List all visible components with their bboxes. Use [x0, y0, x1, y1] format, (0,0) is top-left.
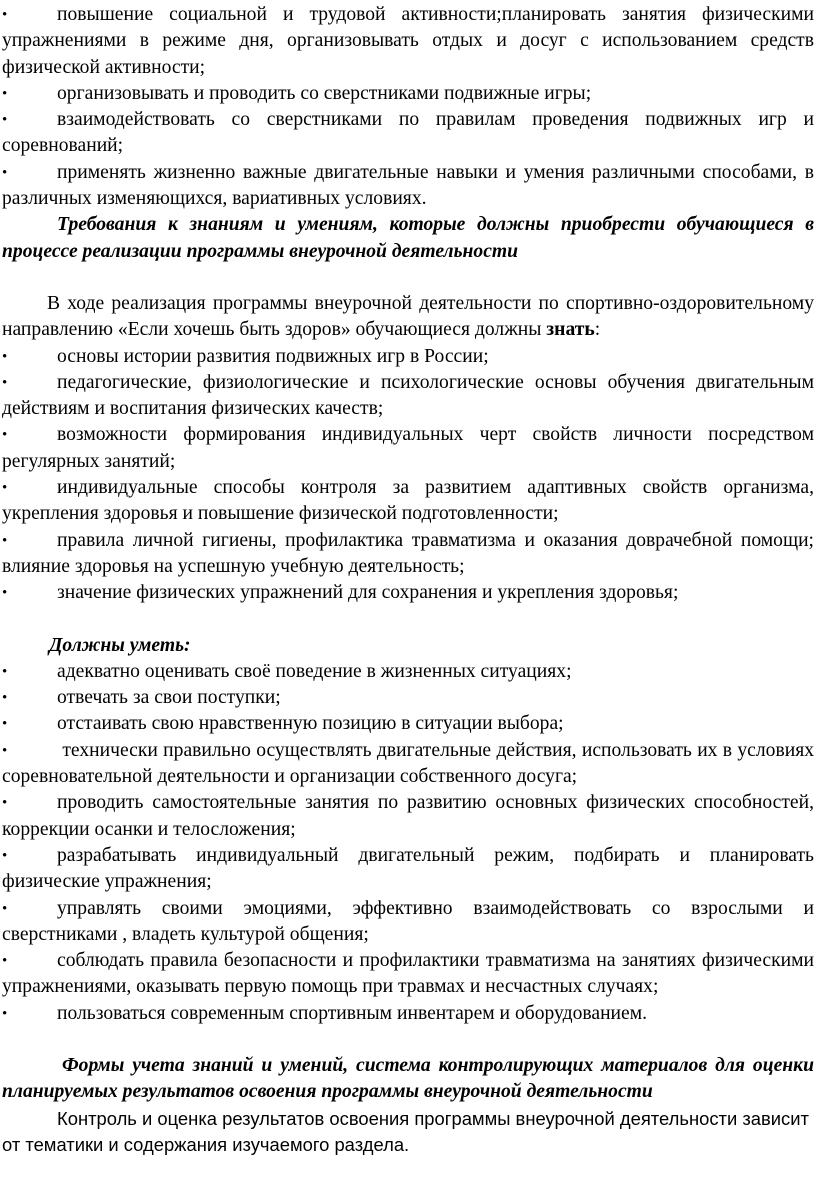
intro-suffix: : — [594, 319, 601, 341]
list-item — [2, 344, 814, 370]
list-item — [2, 843, 814, 896]
list-item-text: отвечать за свои поступки; — [57, 687, 281, 709]
section-heading-requirements: Требования к знаниям и умениям, которые должны приобрести обучающиеся в процессе реализации программы внеурочной деятельности — [2, 214, 814, 262]
list-item — [2, 896, 814, 949]
list-item-text: значение физических упражнений для сохранения и укрепления здоровья; — [57, 582, 679, 604]
list-item — [2, 790, 814, 843]
list-item — [2, 659, 814, 685]
bullet-marker: • — [2, 847, 8, 864]
bullet-marker: • — [2, 7, 8, 23]
intro-text: В ходе реализация программы внеурочной деятельности по спортивно-оздоровительному направлению «Если хочешь быть здоров» обучающиеся должны — [2, 292, 814, 341]
list-item — [2, 160, 814, 213]
bullet-marker: • — [2, 742, 8, 759]
list-item — [2, 81, 814, 107]
list-item — [2, 1001, 814, 1027]
list-item — [2, 580, 814, 606]
bullet-marker: • — [2, 532, 8, 549]
list-general-skills — [2, 2, 814, 212]
bullet-marker: • — [2, 663, 8, 680]
list-item-text: применять жизненно важные двигательные навыки и умения различными способами, в различных изменяющихся, вариативных условиях. — [2, 161, 814, 210]
list-item — [2, 422, 814, 475]
bullet-marker: • — [2, 374, 8, 391]
bullet-marker: • — [2, 85, 8, 102]
list-item-text: технически правильно осуществлять двигательные действия, использовать их в условиях соревновательной деятельности и организации собственного досуга; — [2, 739, 814, 788]
closing-paragraph: Контроль и оценка результатов освоения программы внеурочной деятельности зависит от тематики и содержания изучаемого раздела. — [2, 1107, 809, 1155]
list-item-text: повышение социальной и трудовой активности;планировать занятия физическими упражнениями в режиме дня, организовывать отдых и досуг с использованием средств физической активности; — [2, 4, 814, 78]
list-item-text: основы истории развития подвижных игр в России; — [57, 345, 489, 367]
bullet-marker: • — [2, 953, 8, 970]
bullet-marker: • — [2, 795, 8, 812]
list-abilities — [2, 659, 814, 1027]
list-item-text: взаимодействовать со сверстниками по правилам проведения подвижных игр и соревнований; — [2, 109, 814, 157]
list-item — [2, 475, 814, 528]
list-item-text: правила личной гигиены, профилактика травматизма и оказания доврачебной помощи; влияние здоровья на успешную учебную деятельность; — [2, 529, 814, 577]
list-item-text: организовывать и проводить со сверстниками подвижные игры; — [57, 82, 592, 104]
list-item — [2, 107, 814, 160]
list-item — [2, 711, 814, 737]
list-item — [2, 738, 814, 791]
list-item-text: соблюдать правила безопасности и профилактики травматизма на занятиях физическими упражнениями, оказывать первую помощь при травмах и несчастных случаях; — [2, 950, 814, 998]
intro-paragraph — [2, 291, 814, 344]
list-item — [2, 2, 814, 81]
list-item-text: адекватно оценивать своё поведение в жизненных ситуациях; — [57, 660, 572, 682]
bullet-marker: • — [2, 480, 8, 497]
bullet-marker: • — [2, 112, 8, 129]
list-item-text: разрабатывать индивидуальный двигательный режим, подбирать и планировать физические упражнения; — [2, 844, 814, 893]
bullet-marker: • — [2, 900, 8, 917]
bullet-marker: • — [2, 1005, 8, 1022]
section-heading-assessment: Формы учета знаний и умений, система контролирующих материалов для оценки планируемых результатов освоения программы внеурочной деятельности — [2, 1054, 814, 1103]
list-item-text: отстаивать свою нравственную позицию в ситуации выбора; — [57, 713, 564, 735]
list-item — [2, 948, 814, 1001]
bullet-marker: • — [2, 585, 8, 602]
list-item — [2, 370, 814, 423]
list-item-text: проводить самостоятельные занятия по развитию основных физических способностей, коррекции осанки и телосложения; — [2, 792, 814, 840]
intro-bold-word: знать — [546, 319, 595, 341]
bullet-marker: • — [2, 164, 8, 181]
bullet-marker: • — [2, 348, 8, 365]
list-item-text: педагогические, физиологические и психологические основы обучения двигательным действиям и воспитания физических качеств; — [2, 371, 814, 420]
list-item-text: возможности формирования индивидуальных черт свойств личности посредством регулярных занятий; — [2, 424, 814, 472]
list-item-text: пользоваться современным спортивным инвентарем и оборудованием. — [57, 1002, 648, 1024]
list-item-text: управлять своими эмоциями, эффективно взаимодействовать со взрослыми и сверстниками , владеть культурой общения; — [2, 897, 814, 945]
list-item-text: индивидуальные способы контроля за развитием адаптивных свойств организма, укрепления здоровья и повышение физической подготовленности; — [2, 477, 814, 525]
bullet-marker: • — [2, 716, 8, 733]
list-item — [2, 528, 814, 581]
bullet-marker: • — [2, 427, 8, 444]
list-item — [2, 685, 814, 711]
section-heading-abilities: Должны уметь: — [49, 634, 191, 656]
bullet-marker: • — [2, 690, 8, 707]
list-knowledge — [2, 344, 814, 607]
